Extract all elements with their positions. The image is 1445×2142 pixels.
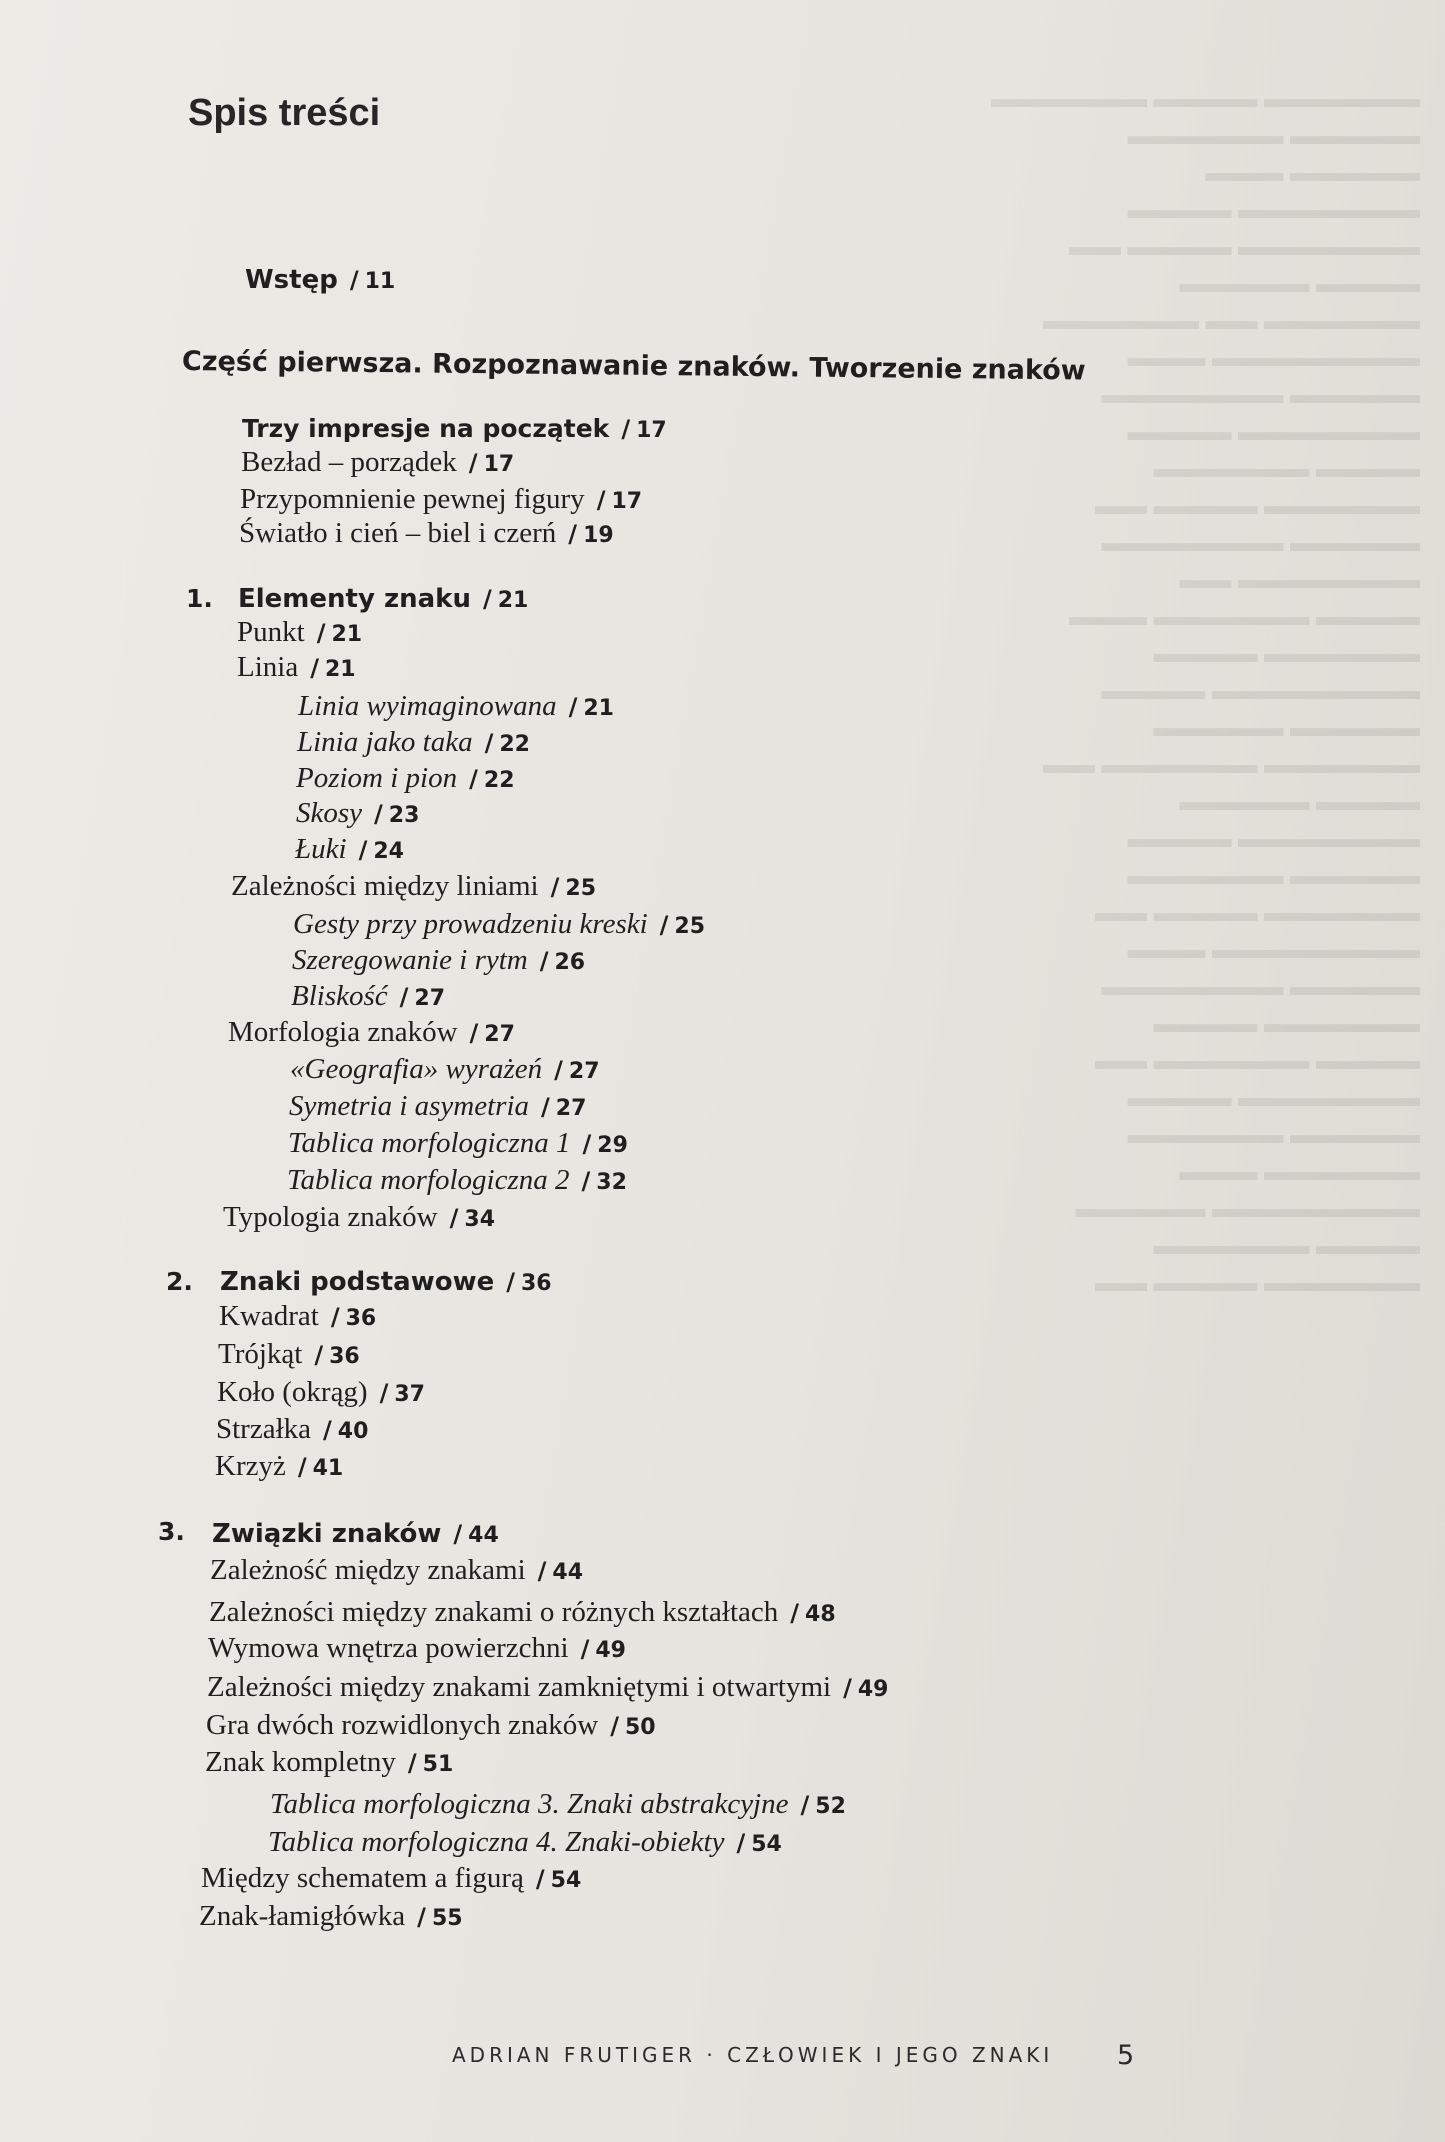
page-ref: 44 xyxy=(552,1560,584,1585)
toc-subentry: Poziom i pion / 22 xyxy=(296,762,515,794)
toc-entry: Gra dwóch rozwidlonych znaków / 50 xyxy=(206,1709,656,1741)
page-ref: 55 xyxy=(431,1906,463,1931)
entry-label: Wstęp xyxy=(245,265,338,295)
page-ref: 22 xyxy=(483,768,515,793)
entry-label: Bliskość xyxy=(291,980,388,1012)
toc-subentry: Łuki / 24 xyxy=(295,833,404,865)
page-ref: 52 xyxy=(815,1794,846,1819)
entry-label: Strzałka xyxy=(216,1413,312,1445)
entry-label: Krzyż xyxy=(215,1450,286,1482)
toc-entry: Wymowa wnętrza powierzchni / 49 xyxy=(208,1632,626,1664)
page-ref: 29 xyxy=(597,1133,628,1158)
chapter-heading: Elementy znaku / 21 xyxy=(238,584,529,614)
page-title: Spis treści xyxy=(188,92,381,134)
entry-label: Tablica morfologiczna 2 xyxy=(287,1164,570,1196)
page-ref: 17 xyxy=(636,418,667,443)
toc-entry: Typologia znaków / 34 xyxy=(223,1201,496,1233)
show-through-text: ▬▬▬▬▬▬ ▬▬▬▬ ▬▬▬▬▬▬ ▬▬▬▬▬ ▬▬▬▬▬▬ ▬▬▬▬▬ ▬▬▬ ▬▬▬▬▬▬▬ ▬▬▬▬ ▬▬▬▬▬▬▬ ▬▬▬▬ ▬▬ ▬▬▬▬ ▬▬▬▬▬ ▬▬▬▬▬▬ ▬▬ ▬▬▬▬▬▬ ▬▬▬▬▬▬▬▬ ▬▬▬ ▬▬▬▬▬ ▬▬▬▬▬▬▬ ▬▬▬▬▬▬▬ ▬▬▬▬ ▬▬▬▬ ▬▬▬▬▬▬ ▬▬▬▬▬▬ ▬▬▬▬ ▬▬ ▬▬▬▬▬ ▬▬▬▬▬▬▬ ▬▬▬▬▬▬▬ ▬▬ ▬▬▬▬ ▬▬▬▬▬▬ ▬▬▬ ▬▬▬▬▬▬ ▬▬▬▬ ▬▬▬▬▬▬▬▬ ▬▬▬▬ ▬▬▬▬▬ ▬▬▬▬▬ ▬▬▬▬▬▬ ▬▬▬▬▬▬ ▬▬ ▬▬▬▬ ▬▬▬▬▬ ▬▬▬▬▬▬▬ ▬▬▬▬ ▬▬▬▬▬ ▬▬▬▬▬▬ ▬▬▬▬▬▬ ▬▬▬▬ ▬▬ ▬▬▬▬▬▬▬▬ ▬▬▬ ▬▬▬▬▬ ▬▬▬▬▬▬▬ ▬▬▬▬▬▬ ▬▬▬▬ ▬▬▬▬ ▬▬▬▬▬▬ ▬▬ ▬▬▬▬▬▬▬ ▬▬▬▬ ▬▬▬▬▬ ▬▬▬▬▬▬ ▬▬▬▬▬▬ ▬▬▬ ▬▬▬▬▬▬▬▬ ▬▬▬▬▬ ▬▬▬▬ ▬▬▬▬▬▬ ▬▬▬▬▬▬ ▬▬▬▬ ▬▬ xyxy=(991,84,1420,1297)
chapter-title: Związki znaków xyxy=(212,1519,442,1549)
entry-label: Linia wyimaginowana xyxy=(298,690,557,722)
chapter-number: 1. xyxy=(186,584,213,613)
toc-subentry: Szeregowanie i rytm / 26 xyxy=(292,944,586,976)
toc-entry: Przypomnienie pewnej figury / 17 xyxy=(240,483,643,515)
entry-label: Znak kompletny xyxy=(205,1746,396,1778)
entry-label: Znak-łamigłówka xyxy=(199,1900,406,1932)
toc-entry: Bezład – porządek / 17 xyxy=(241,446,515,478)
toc-entry: Zależności między znakami o różnych kształtach / 48 xyxy=(209,1596,836,1628)
entry-label: Gra dwóch rozwidlonych znaków xyxy=(206,1709,599,1741)
page-number: 5 xyxy=(1117,2040,1135,2071)
page-ref: 32 xyxy=(596,1170,627,1195)
running-footer: ADRIAN FRUTIGER · CZŁOWIEK I JEGO ZNAKI xyxy=(452,2043,1054,2067)
page-ref: 27 xyxy=(555,1096,587,1121)
entry-label: Zależność między znakami xyxy=(210,1554,526,1586)
entry-label: Tablica morfologiczna 1 xyxy=(288,1127,571,1159)
toc-entry: Znak kompletny / 51 xyxy=(205,1746,454,1778)
page-ref: 50 xyxy=(624,1715,656,1740)
part-heading: Część pierwsza. Rozpoznawanie znaków. Tworzenie znaków xyxy=(181,346,1086,387)
entry-label: Symetria i asymetria xyxy=(289,1090,530,1122)
entry-label: Zależności między znakami zamkniętymi i otwartymi xyxy=(207,1671,832,1703)
page-ref: 36 xyxy=(329,1344,360,1369)
page-ref: 24 xyxy=(373,839,404,864)
page-ref: 27 xyxy=(414,986,446,1011)
chapter-number: 2. xyxy=(166,1267,193,1296)
toc-subentry: Tablica morfologiczna 1 / 29 xyxy=(288,1127,628,1159)
page-ref: 49 xyxy=(595,1638,626,1663)
toc-subentry: «Geografia» wyrażeń / 27 xyxy=(290,1053,600,1085)
page-ref: 34 xyxy=(464,1207,496,1232)
entry-label: Gesty przy prowadzeniu kreski xyxy=(293,908,648,940)
entry-label: Kwadrat xyxy=(219,1300,319,1332)
entry-label: Szeregowanie i rytm xyxy=(292,944,528,976)
entry-label: Zależności między liniami xyxy=(231,870,539,902)
toc-entry: Morfologia znaków / 27 xyxy=(228,1016,515,1048)
page-ref: 21 xyxy=(583,696,614,721)
page-ref: 17 xyxy=(483,452,515,477)
page-ref: 19 xyxy=(583,523,614,548)
page-ref: 27 xyxy=(484,1022,515,1047)
entry-label: Poziom i pion xyxy=(296,762,458,794)
page-ref: 37 xyxy=(394,1382,425,1407)
page-ref: 44 xyxy=(468,1523,499,1548)
entry-label: Światło i cień – biel i czerń xyxy=(239,517,557,549)
toc-subentry: Linia wyimaginowana / 21 xyxy=(298,690,614,722)
page-ref: 21 xyxy=(331,622,363,647)
page-ref: 36 xyxy=(345,1306,377,1331)
entry-label: Bezład – porządek xyxy=(241,446,457,478)
toc-entry: Koło (okrąg) / 37 xyxy=(217,1376,425,1408)
toc-entry: Punkt / 21 xyxy=(237,616,363,648)
page-ref: 48 xyxy=(805,1602,836,1627)
toc-entry: Kwadrat / 36 xyxy=(219,1300,377,1332)
page-ref: 23 xyxy=(388,803,420,828)
entry-label: Zależności między znakami o różnych kształtach xyxy=(209,1596,779,1628)
chapter-title: Elementy znaku xyxy=(238,584,471,614)
page-ref: 49 xyxy=(857,1677,889,1702)
page-ref: 25 xyxy=(674,914,706,939)
entry-label: Tablica morfologiczna 4. Znaki-obiekty xyxy=(268,1826,725,1858)
entry-label: Punkt xyxy=(237,616,305,648)
chapter-heading: Znaki podstawowe / 36 xyxy=(220,1267,552,1297)
toc-subentry: Tablica morfologiczna 3. Znaki abstrakcyjne / 52 xyxy=(270,1788,846,1820)
entry-label: Skosy xyxy=(296,797,363,829)
page-ref: 22 xyxy=(499,732,530,757)
toc-subentry: Skosy / 23 xyxy=(296,797,420,829)
page-ref: 26 xyxy=(554,950,586,975)
toc-entry: Zależność między znakami / 44 xyxy=(210,1554,584,1586)
entry-label: Łuki xyxy=(295,833,347,865)
entry-label: Koło (okrąg) xyxy=(217,1376,368,1408)
entry-label: Typologia znaków xyxy=(223,1201,438,1233)
page-ref: 21 xyxy=(324,657,356,682)
page-ref: 36 xyxy=(521,1271,552,1296)
toc-subentry: Symetria i asymetria / 27 xyxy=(289,1090,587,1122)
entry-label: Tablica morfologiczna 3. Znaki abstrakcyjne xyxy=(270,1788,789,1820)
toc-entry: Trzy impresje na początek / 17 xyxy=(242,414,667,443)
entry-label: Linia jako taka xyxy=(297,726,473,758)
toc-entry: Strzałka / 40 xyxy=(216,1413,369,1445)
page-ref: 11 xyxy=(364,269,396,294)
page-ref: 54 xyxy=(751,1832,782,1857)
entry-label: Między schematem a figurą xyxy=(201,1862,524,1894)
entry-label: Trzy impresje na początek xyxy=(242,414,610,443)
toc-entry: Znak-łamigłówka / 55 xyxy=(199,1900,463,1932)
page-ref: 25 xyxy=(565,876,597,901)
entry-label: Przypomnienie pewnej figury xyxy=(240,483,585,515)
page-ref: 40 xyxy=(337,1419,369,1444)
entry-label: Linia xyxy=(237,651,299,683)
toc-subentry: Tablica morfologiczna 4. Znaki-obiekty / 54 xyxy=(268,1826,782,1858)
page-ref: 17 xyxy=(611,489,643,514)
toc-entry: Trójkąt / 36 xyxy=(218,1338,360,1370)
toc-subentry: Tablica morfologiczna 2 / 32 xyxy=(287,1164,627,1196)
toc-entry: Linia / 21 xyxy=(237,651,356,683)
toc-subentry: Linia jako taka / 22 xyxy=(297,726,530,758)
page-ref: 27 xyxy=(568,1059,600,1084)
toc-entry: Między schematem a figurą / 54 xyxy=(201,1862,582,1894)
toc-entry: Krzyż / 41 xyxy=(215,1450,344,1482)
page-ref: 21 xyxy=(497,588,529,613)
page-ref: 54 xyxy=(550,1868,582,1893)
toc-entry: Zależności między liniami / 25 xyxy=(231,870,597,902)
toc-entry: Światło i cień – biel i czerń / 19 xyxy=(239,517,614,549)
chapter-number: 3. xyxy=(158,1517,185,1546)
entry-label: Morfologia znaków xyxy=(228,1016,458,1048)
toc-entry: Zależności między znakami zamkniętymi i otwartymi / 49 xyxy=(207,1671,889,1703)
page-ref: 41 xyxy=(312,1456,344,1481)
toc-subentry: Bliskość / 27 xyxy=(291,980,446,1012)
entry-label: Trójkąt xyxy=(218,1338,303,1370)
entry-label: «Geografia» wyrażeń xyxy=(290,1053,543,1085)
chapter-title: Znaki podstawowe xyxy=(220,1267,495,1297)
toc-entry-intro: Wstęp / 11 xyxy=(245,265,396,295)
chapter-heading: Związki znaków / 44 xyxy=(212,1519,499,1549)
entry-label: Wymowa wnętrza powierzchni xyxy=(208,1632,569,1664)
toc-subentry: Gesty przy prowadzeniu kreski / 25 xyxy=(293,908,706,940)
page-ref: 51 xyxy=(422,1752,454,1777)
